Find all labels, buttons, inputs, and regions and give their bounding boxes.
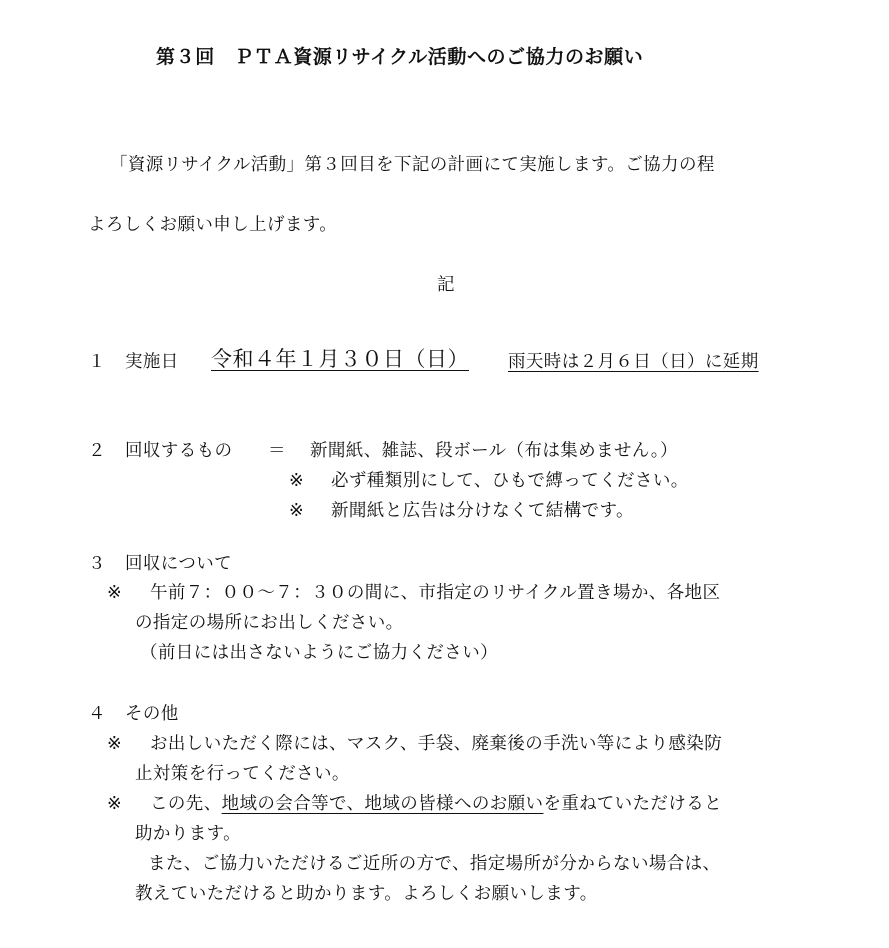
item2-number: ２ <box>88 441 106 461</box>
item2-note1-mark: ※ <box>289 471 305 491</box>
item4-number: ４ <box>88 704 106 724</box>
item4-note2-underlined: 地域の会合等で、地域の皆様へのお願い <box>221 794 544 814</box>
item3-label: 回収について <box>125 554 233 574</box>
item4-note2-line-4: 教えていただけると助かります。よろしくお願いします。 <box>135 884 598 904</box>
item4-note2-pre: この先、 <box>150 794 222 814</box>
item2-note2: 新聞紙と広告は分けなくて結構です。 <box>331 501 634 521</box>
item3-number: ３ <box>88 554 106 574</box>
item2-note2-mark: ※ <box>289 501 305 521</box>
item3-line-3: （前日には出さないようにご協力ください） <box>140 643 498 663</box>
intro-line-1: 「資源リサイクル活動」第３回目を下記の計画にて実施します。ご協力の程 <box>110 155 715 175</box>
item1-number: １ <box>88 352 106 372</box>
item4-note2-line-2: 助かります。 <box>135 824 241 844</box>
item4-note2-mark: ※ <box>107 794 123 814</box>
item4-note1-line-1: お出しいただく際には、マスク、手袋、廃棄後の手洗い等により感染防 <box>150 734 723 754</box>
item2-things: 新聞紙、雑誌、段ボール（布は集めません。） <box>310 441 678 461</box>
item1-rain-note: 雨天時は２月６日（日）に延期 <box>508 352 759 372</box>
page-title: 第３回 ＰＴＡ資源リサイクル活動へのご協力のお願い <box>156 46 644 68</box>
item4-note2-line-1 <box>150 796 722 814</box>
item4-note2-post: を重ねていただけると <box>543 794 723 814</box>
item4-note1-line-2: 止対策を行ってください。 <box>135 764 350 784</box>
item1-date: 令和４年１月３０日（日） <box>211 347 469 371</box>
item4-label: その他 <box>125 704 179 724</box>
item4-note1-mark: ※ <box>107 734 123 754</box>
item3-line-1: 午前７：００～７：３０の間に、市指定のリサイクル置き場か、各地区 <box>150 583 721 603</box>
intro-line-2: よろしくお願い申し上げます。 <box>88 215 338 235</box>
item2-note1: 必ず種類別にして、ひもで縛ってください。 <box>331 471 689 491</box>
item2-label: 回収するもの <box>125 441 233 461</box>
item1-label: 実施日 <box>125 352 179 372</box>
item3-mark: ※ <box>107 583 123 603</box>
ki-heading: 記 <box>437 275 455 295</box>
item2-equals: ＝ <box>268 441 286 461</box>
item3-line-2: の指定の場所にお出しください。 <box>135 613 404 633</box>
item4-note2-line-3: また、ご協力いただけるご近所の方で、指定場所が分からない場合は、 <box>148 854 721 874</box>
